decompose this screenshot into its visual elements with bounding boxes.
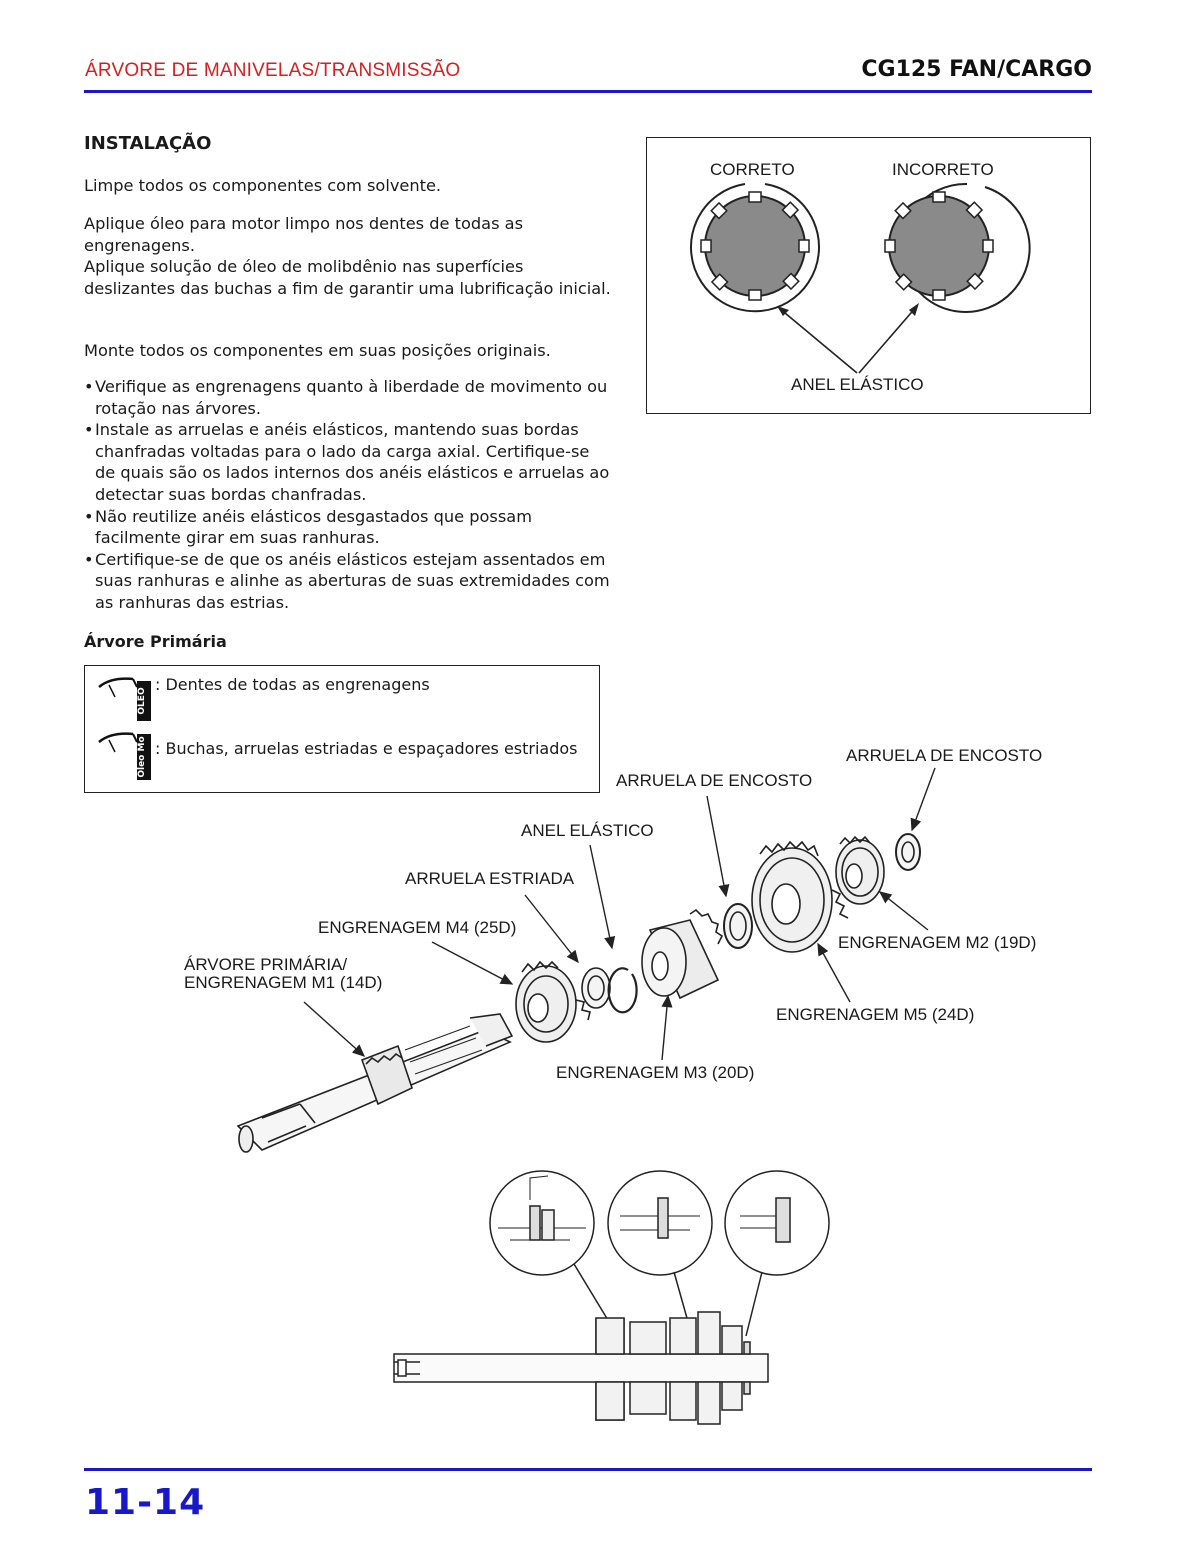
snap-ring-assembly-label: ANEL ELÁSTICO [521, 821, 654, 840]
paragraph-moly: Aplique solução de óleo de molibdênio nas superfícies deslizantes das buchas a fim de garantir uma lubrificação inicial. [84, 257, 611, 298]
thrust-washer-left-label: ARRUELA DE ENCOSTO [616, 771, 813, 790]
list-item: • Verifique as engrenagens quanto à liberdade de movimento ou rotação nas árvores. [84, 376, 614, 419]
list-item: • Certifique-se de que os anéis elásticos estejam assentados em suas ranhuras e alinhe as aberturas de suas extremidades com as ranhuras das estrias. [84, 549, 614, 614]
gear-m5-label: ENGRENAGEM M5 (24D) [776, 1005, 975, 1024]
section-title: ÁRVORE DE MANIVELAS/TRANSMISSÃO [85, 60, 461, 81]
splined-washer-label: ARRUELA ESTRIADA [405, 869, 575, 888]
correct-label: CORRETO [710, 160, 795, 179]
oil-legend-text: : Dentes de todas as engrenagens [155, 675, 430, 694]
paragraph-assemble: Monte todos os componentes em suas posições originais. [84, 341, 551, 360]
list-item: • Instale as arruelas e anéis elásticos, mantendo suas bordas chanfradas voltadas para o lado da carga axial. Certifique-se de quais são os lados internos dos anéis elásticos e arruelas ao detectar suas bordas chanfradas. [84, 419, 614, 505]
incorrect-label: INCORRETO [892, 160, 994, 179]
footer-rule [84, 1468, 1092, 1471]
page-number: 11-14 [85, 1482, 206, 1523]
list-item: • Não reutilize anéis elásticos desgastados que possam facilmente girar em suas ranhuras. [84, 506, 614, 549]
moly-icon-label: Óleo Mo [137, 736, 147, 778]
oil-icon-label: ÓLEO [137, 687, 147, 715]
cross-section-drawing [394, 1171, 829, 1424]
snap-ring-label: ANEL ELÁSTICO [791, 375, 924, 394]
gear-m2-label: ENGRENAGEM M2 (19D) [838, 933, 1037, 952]
gear-m3-label: ENGRENAGEM M3 (20D) [556, 1063, 755, 1082]
paragraph-oil: Aplique óleo para motor limpo nos dentes de todas as engrenagens. [84, 214, 523, 255]
model-title: CG125 FAN/CARGO [861, 57, 1092, 82]
paragraph-clean: Limpe todos os componentes com solvente. [84, 176, 442, 195]
primary-shaft-label-line2: ENGRENAGEM M1 (14D) [184, 973, 383, 992]
thrust-washer-right-label: ARRUELA DE ENCOSTO [846, 746, 1043, 765]
gear-m4-label: ENGRENAGEM M4 (25D) [318, 918, 517, 937]
installation-heading: INSTALAÇÃO [84, 133, 212, 154]
primary-shaft-label-line1: ÁRVORE PRIMÁRIA/ [184, 955, 348, 974]
primary-shaft-subtitle: Árvore Primária [84, 632, 227, 651]
moly-legend-text: : Buchas, arruelas estriadas e espaçadores estriados [155, 739, 578, 758]
